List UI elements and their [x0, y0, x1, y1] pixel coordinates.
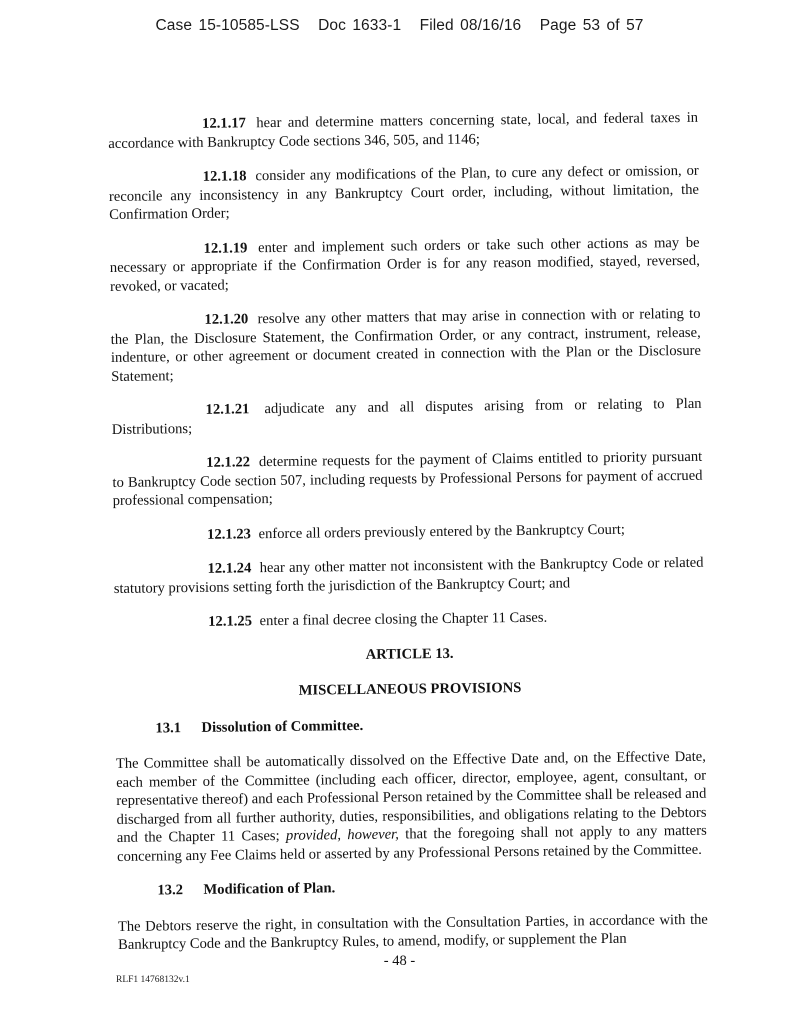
item-text: hear any other matter not inconsistent with the Bankruptcy Code or related statutory provisions setting forth the jurisdiction of the Bankruptcy Court; and [113, 554, 704, 597]
item-number: 12.1.22 [206, 454, 251, 471]
section-paragraph [116, 748, 707, 866]
section-number: 13.2 [157, 882, 184, 899]
filing-header [0, 17, 799, 35]
paragraph-text: The Debtors reserve the right, in consultation with the Consultation Parties, in accordance with the Bankruptcy Code and the Bankruptcy Rules, to amend, modify, or supplement the Plan [117, 911, 708, 953]
section-heading [155, 712, 705, 737]
list-item [109, 162, 700, 225]
item-number: 12.1.23 [207, 525, 251, 543]
list-item [111, 395, 701, 439]
case-number: Case 15-10585-LSS [155, 17, 300, 34]
item-number: 12.1.18 [202, 168, 247, 185]
item-number: 12.1.20 [204, 311, 249, 328]
proviso-text: provided, however, [285, 826, 399, 844]
document-body [108, 109, 708, 971]
list-item [113, 554, 703, 598]
section-title: Modification of Plan. [203, 880, 336, 898]
section-heading [157, 875, 707, 900]
item-number: 12.1.19 [203, 239, 248, 257]
list-item [112, 448, 703, 511]
page-number: - 48 - [383, 953, 416, 969]
list-item [110, 305, 701, 386]
item-number: 12.1.21 [205, 401, 250, 418]
filed-date: Filed 08/16/16 [419, 17, 522, 34]
item-text: enter and implement such orders or take such other actions as may be necessary or appropriate if the Confirmation Order is for any reason modified, stayed, reversed, revoked, or vacated; [109, 234, 700, 295]
list-item [114, 607, 704, 633]
item-text: adjudicate any and all disputes arising from or relating to Plan Distributions; [111, 395, 702, 438]
item-text: resolve any other matters that may arise in connection with or relating to the Plan, the Disclosure Statement, the Confirmation Order, or any contract, instrument, release, indenture, or other agreement or document created in connection with the Plan or the Disclosure Statement; [110, 305, 702, 385]
list-item [113, 519, 703, 545]
document-id: RLF1 14768132v.1 [116, 975, 190, 985]
item-text: hear and determine matters concerning state, local, and federal taxes in accordance with Bankruptcy Code sections 346, 505, and 1146; [108, 109, 699, 152]
paragraph-text: that the foregoing shall not apply to any matters concerning any Fee Claims held or asserted by any Professional Persons retained by the Committee. [116, 822, 707, 865]
section-number: 13.1 [155, 719, 182, 736]
item-text: enforce all orders previously entered by the Bankruptcy Court; [258, 521, 625, 542]
section-paragraph [118, 910, 708, 954]
paragraph-text: The Committee shall be automatically dissolved on the Effective Date and, on the Effective Date, each member of the Committee (including each officer, director, employee, agent, consultant, or representative thereof) and each Professional Person retained by the Committee shall be released and discharged from all further authority, duties, responsibilities, and obligations relating to the Debtors and the Chapter 11 Cases; [115, 748, 707, 846]
article-number: ARTICLE 13. [365, 645, 454, 663]
page-count: Page 53 of 57 [539, 17, 644, 34]
item-number: 12.1.24 [207, 560, 252, 577]
item-text: determine requests for the payment of Claims entitled to priority pursuant to Bankruptcy Code section 507, including requests by Professional Persons for payment of accrued professional compensation; [112, 448, 703, 509]
item-number: 12.1.25 [208, 613, 253, 630]
doc-number: Doc 1633-1 [318, 17, 402, 34]
item-text: enter a final decree closing the Chapter 11 Cases. [259, 609, 548, 630]
section-title: Dissolution of Committee. [201, 717, 364, 736]
article-title: MISCELLANEOUS PROVISIONS [298, 679, 522, 699]
list-item [110, 233, 701, 296]
item-text: consider any modifications of the Plan, to cure any defect or omission, or reconcile any inconsistency in any Bankruptcy Court order, including, without limitation, the Confirmation Order; [108, 162, 700, 223]
item-number: 12.1.17 [202, 115, 246, 132]
list-item [108, 109, 698, 153]
